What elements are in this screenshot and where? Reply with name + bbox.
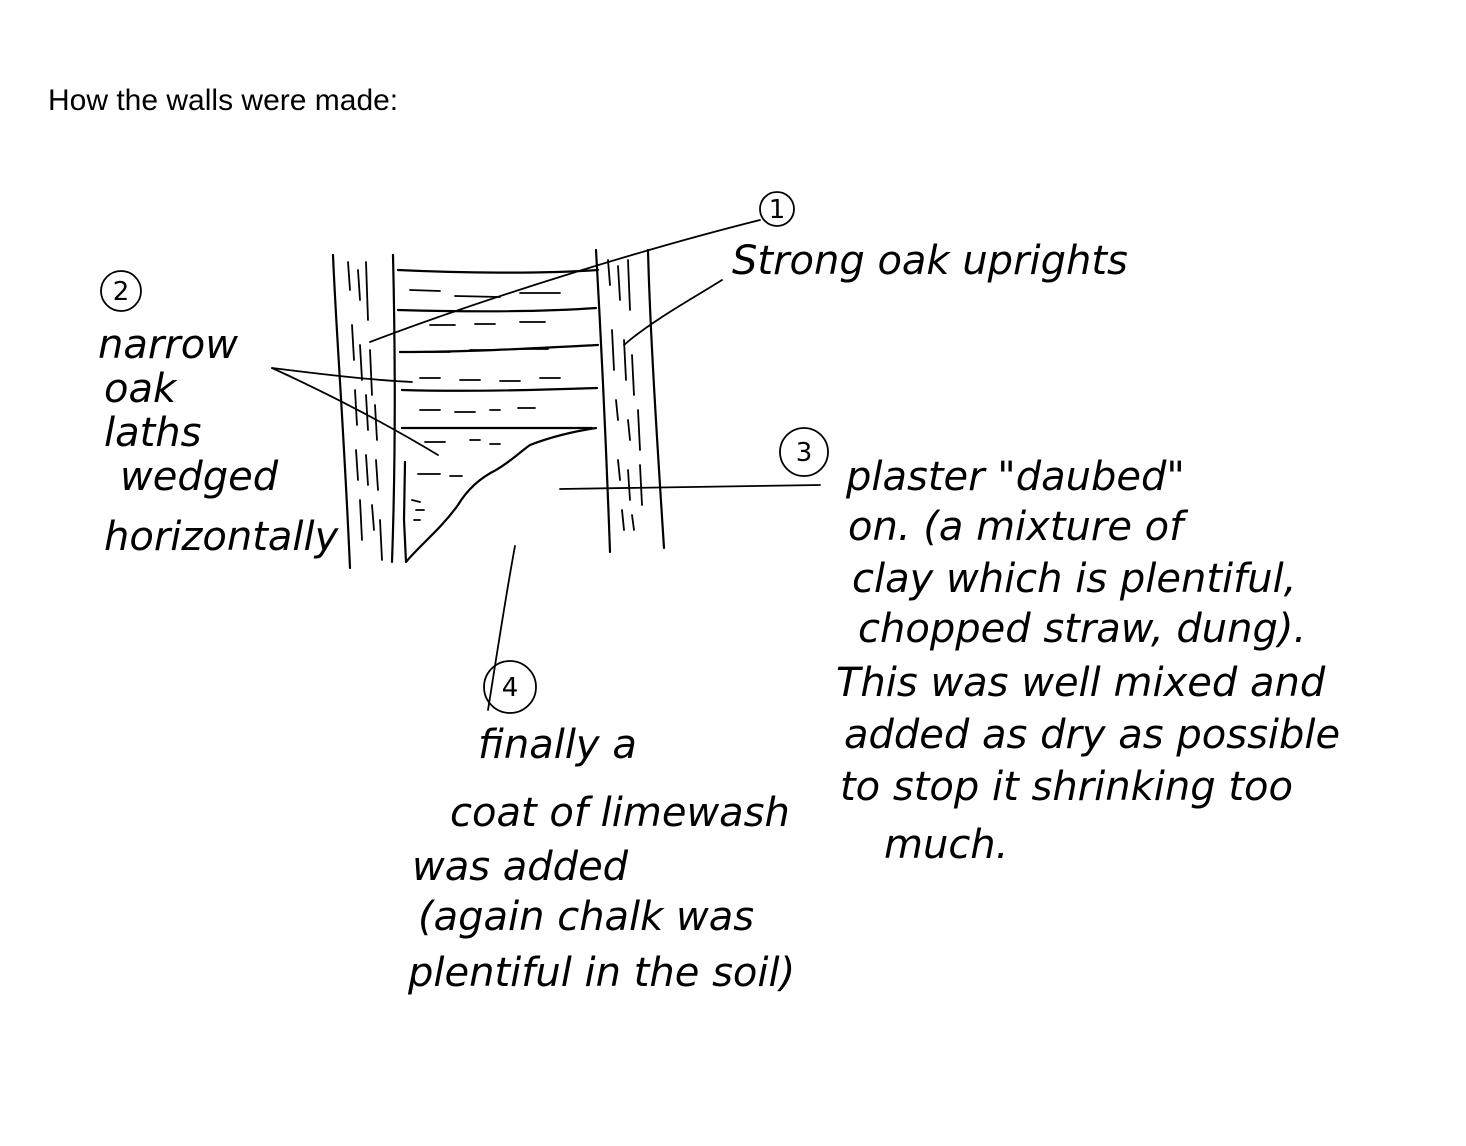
label-3-line-8: much. (884, 822, 1009, 868)
leader-2-b (272, 368, 438, 455)
label-3-line-3: clay which is plentiful, (852, 556, 1297, 602)
horizontal-laths (398, 270, 598, 476)
number-2: 2 (112, 277, 130, 307)
label-3-line-1: plaster "daubed" (846, 454, 1185, 500)
page-title: How the walls were made: (48, 84, 399, 117)
label-2-line-4: wedged (120, 454, 279, 500)
label-2-line-2: oak (104, 366, 177, 412)
label-4-line-3: was added (412, 844, 629, 890)
daub-texture (412, 500, 424, 520)
label-3-line-2: on. (a mixture of (848, 504, 1184, 550)
label-2-line-1: narrow (98, 322, 238, 368)
label-4-line-2: coat of limewash (450, 790, 790, 836)
leader-1-b (624, 280, 722, 345)
label-4-line-4: (again chalk was (418, 894, 755, 940)
label-2 (98, 271, 340, 560)
number-4: 4 (501, 673, 519, 703)
leader-3 (560, 485, 820, 489)
left-oak-upright (333, 255, 395, 568)
number-3: 3 (795, 438, 813, 468)
label-4 (407, 661, 795, 996)
label-4-line-1: finally a (478, 722, 637, 768)
label-2-line-3: laths (104, 410, 202, 456)
label-2-line-5: horizontally (104, 514, 339, 560)
label-4-line-5: plentiful in the soil) (408, 950, 796, 996)
leader-2-a (272, 368, 412, 382)
daub-plaster-edge (404, 428, 596, 562)
label-1-line: Strong oak uprights (732, 238, 1128, 284)
right-oak-upright (596, 250, 664, 552)
wall-sketch (333, 250, 664, 568)
label-3-line-4: chopped straw, dung). (858, 606, 1307, 652)
label-3-line-7: to stop it shrinking too (840, 764, 1293, 810)
label-3-line-5: This was well mixed and (836, 660, 1326, 706)
number-1: 1 (768, 195, 786, 225)
leader-1-a (370, 220, 760, 342)
label-3 (780, 428, 1340, 868)
label-1 (732, 192, 1128, 284)
label-3-line-6: added as dry as possible (844, 712, 1341, 758)
